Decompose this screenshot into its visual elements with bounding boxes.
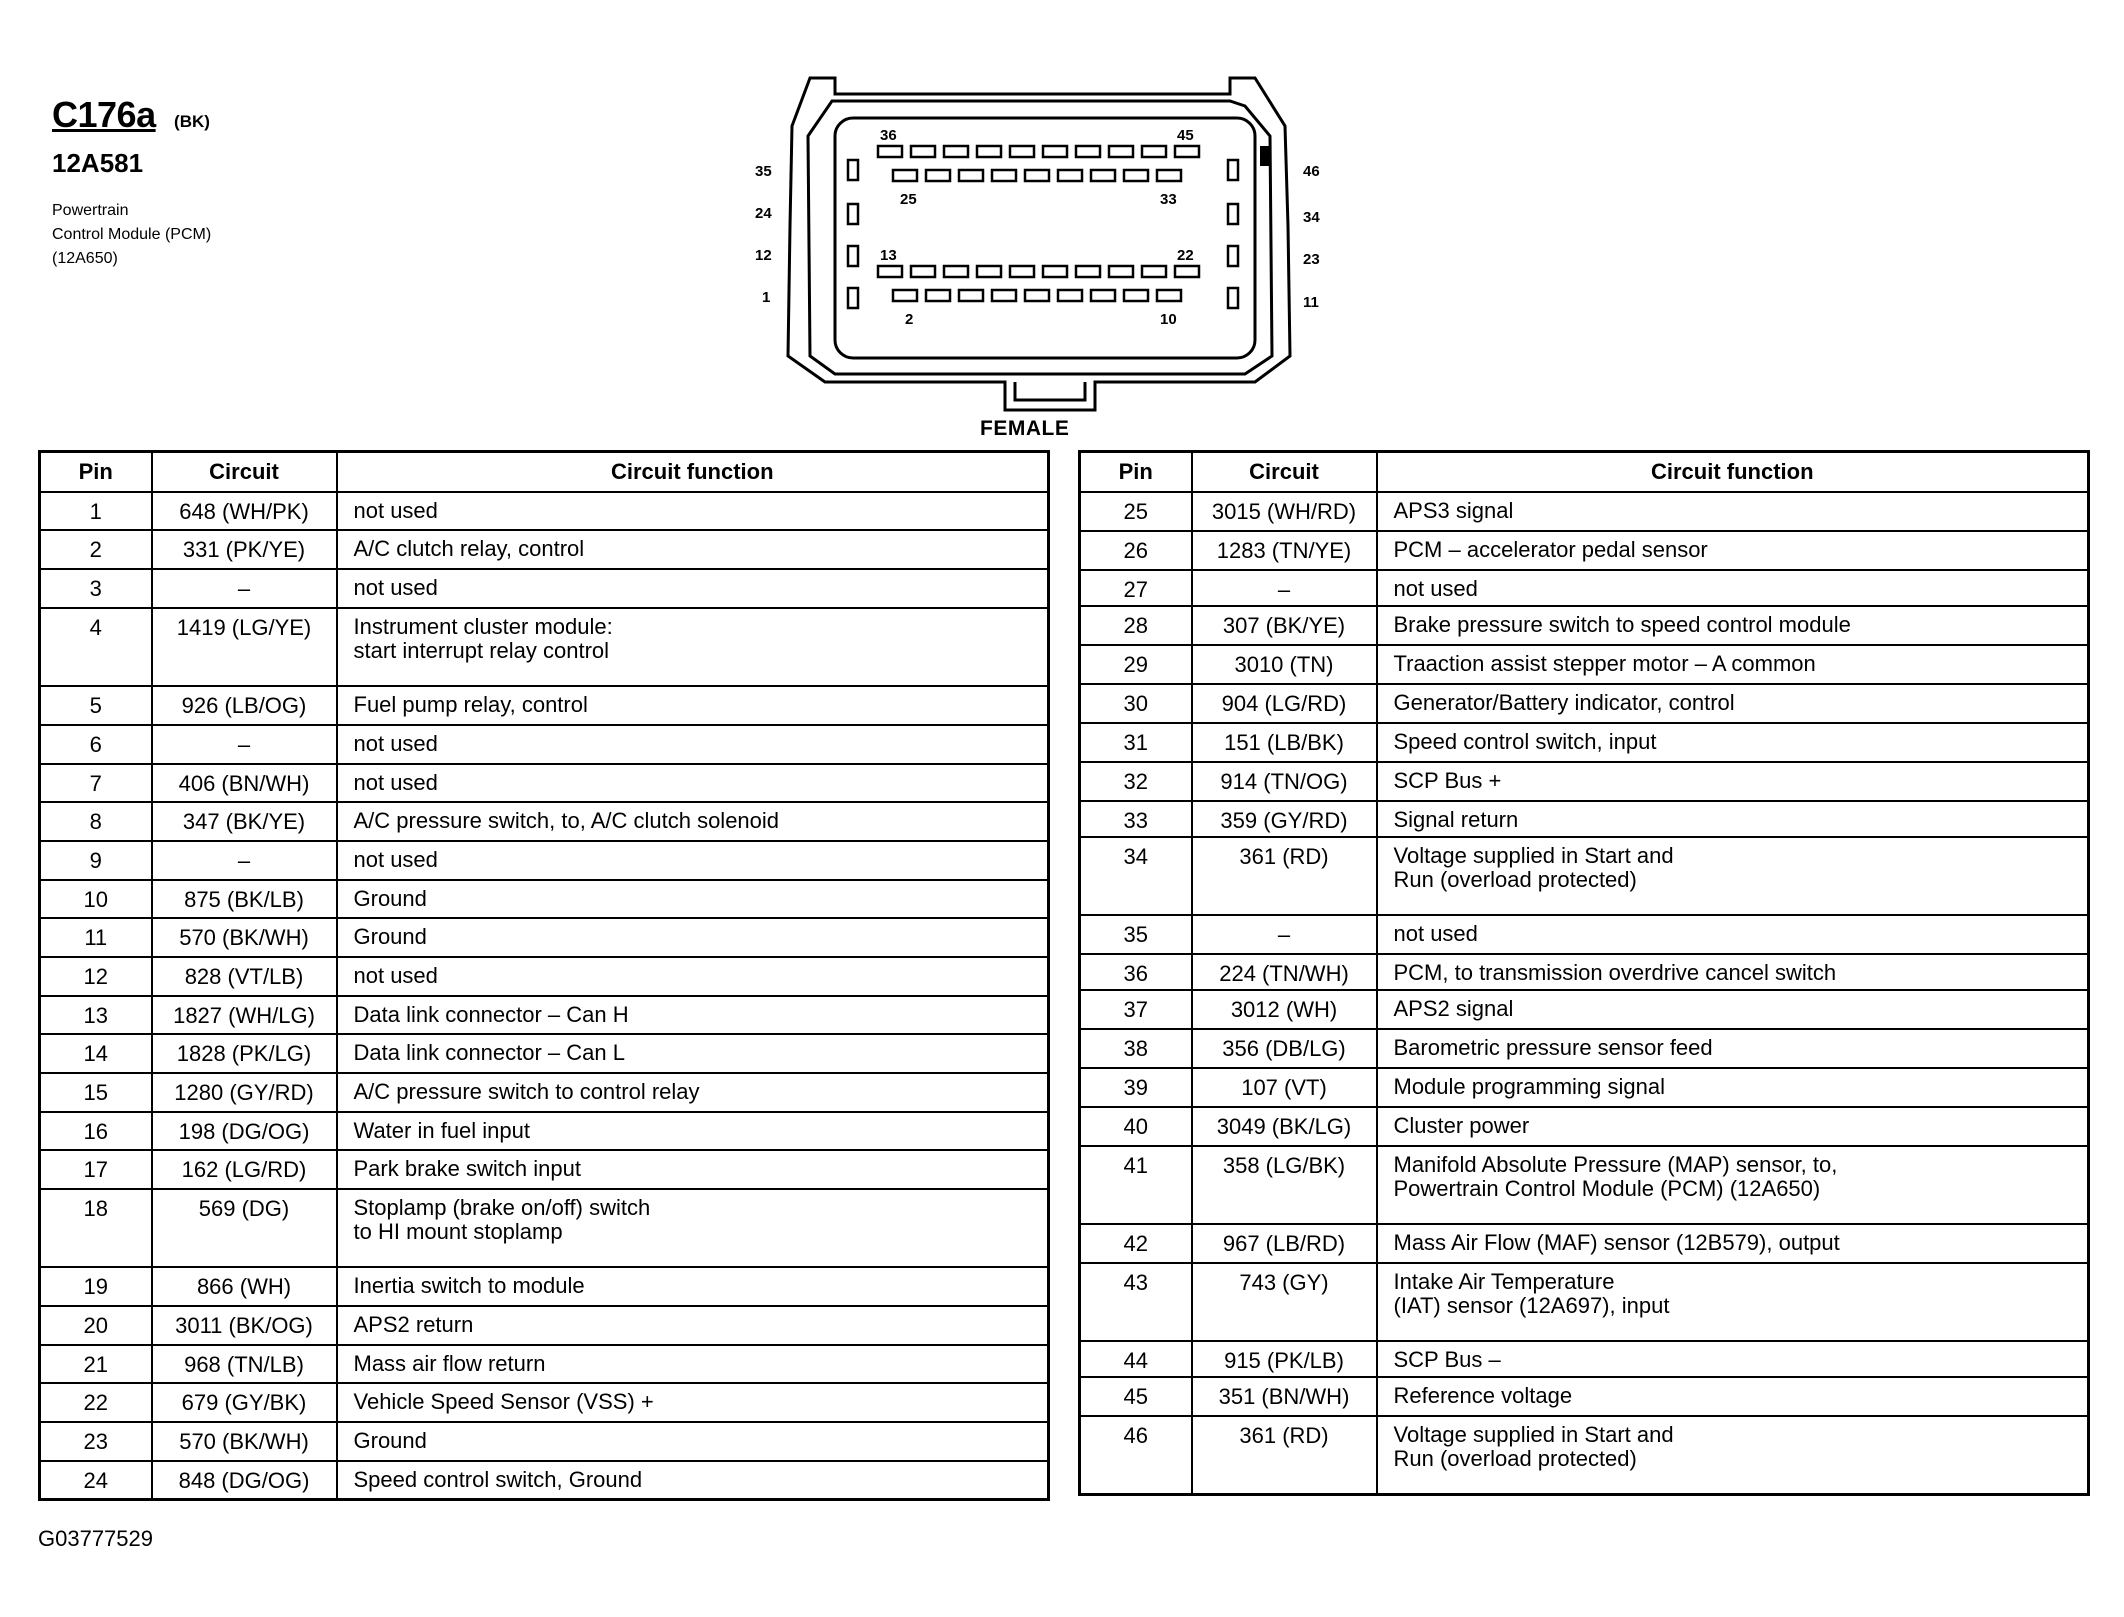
pin-cavity xyxy=(1091,170,1115,181)
circuit-cell: 3010 (TN) xyxy=(1192,645,1377,684)
pin-cell: 45 xyxy=(1080,1377,1192,1416)
pin-cavity xyxy=(893,290,917,301)
pin-cell: 28 xyxy=(1080,606,1192,645)
connector-housing-inner xyxy=(808,101,1272,374)
pin-cell: 8 xyxy=(40,802,152,841)
pin-cell: 14 xyxy=(40,1034,152,1073)
function-cell: Inertia switch to module xyxy=(337,1267,1049,1306)
pin-cavity-side xyxy=(848,246,858,266)
function-cell: not used xyxy=(1377,570,2089,606)
function-cell: Ground xyxy=(337,1422,1049,1461)
circuit-cell: 351 (BN/WH) xyxy=(1192,1377,1377,1416)
pin-cell: 9 xyxy=(40,841,152,880)
pin-cell: 24 xyxy=(40,1461,152,1499)
function-cell: Mass Air Flow (MAF) sensor (12B579), output xyxy=(1377,1224,2089,1263)
pin-cavity xyxy=(1025,170,1049,181)
pin-cavity xyxy=(1076,146,1100,157)
circuit-cell: 198 (DG/OG) xyxy=(152,1112,337,1150)
pin-table-left xyxy=(38,450,1050,1501)
function-cell: not used xyxy=(1377,915,2089,954)
circuit-cell: 3049 (BK/LG) xyxy=(1192,1107,1377,1146)
pin-cell: 39 xyxy=(1080,1068,1192,1107)
pin-cavity xyxy=(1124,290,1148,301)
circuit-cell: 914 (TN/OG) xyxy=(1192,762,1377,801)
pin-number-2: 2 xyxy=(905,311,914,328)
table-row xyxy=(40,918,1049,957)
pin-cell: 25 xyxy=(1080,492,1192,531)
pin-cell: 20 xyxy=(40,1306,152,1345)
pin-cell: 31 xyxy=(1080,723,1192,762)
table-row xyxy=(40,608,1049,686)
circuit-cell: 224 (TN/WH) xyxy=(1192,954,1377,990)
function-cell: Fuel pump relay, control xyxy=(337,686,1049,725)
pin-number-34: 34 xyxy=(1303,209,1320,226)
table-row xyxy=(40,1267,1049,1306)
pin-cavity xyxy=(1091,290,1115,301)
function-cell: Stoplamp (brake on/off) switch to HI mount stoplamp xyxy=(337,1189,1049,1267)
circuit-cell: 648 (WH/PK) xyxy=(152,492,337,530)
function-cell: Data link connector – Can H xyxy=(337,996,1049,1034)
pin-cavity xyxy=(1142,146,1166,157)
pin-cell: 18 xyxy=(40,1189,152,1267)
connector-header xyxy=(52,94,211,271)
pin-cell: 22 xyxy=(40,1383,152,1422)
function-cell: Vehicle Speed Sensor (VSS) + xyxy=(337,1383,1049,1422)
circuit-cell: 356 (DB/LG) xyxy=(1192,1029,1377,1068)
pin-cell: 38 xyxy=(1080,1029,1192,1068)
function-cell: SCP Bus + xyxy=(1377,762,2089,801)
table-row xyxy=(1080,762,2089,801)
function-cell: PCM – accelerator pedal sensor xyxy=(1377,531,2089,570)
circuit-cell: 848 (DG/OG) xyxy=(152,1461,337,1499)
pin-cell: 6 xyxy=(40,725,152,764)
pin-cavity-side xyxy=(848,288,858,308)
pin-cell: 15 xyxy=(40,1073,152,1112)
function-cell: A/C clutch relay, control xyxy=(337,530,1049,569)
connector-face-diagram xyxy=(740,66,1340,426)
table-row xyxy=(1080,606,2089,645)
table-row xyxy=(40,569,1049,608)
function-cell: Ground xyxy=(337,918,1049,957)
table-row xyxy=(1080,1341,2089,1377)
pin-cell: 1 xyxy=(40,492,152,530)
circuit-cell: – xyxy=(1192,570,1377,606)
pin-cell: 41 xyxy=(1080,1146,1192,1224)
circuit-cell: 107 (VT) xyxy=(1192,1068,1377,1107)
pin-cell: 13 xyxy=(40,996,152,1034)
table-row xyxy=(1080,954,2089,990)
function-cell: APS3 signal xyxy=(1377,492,2089,531)
function-cell: Speed control switch, input xyxy=(1377,723,2089,762)
table-row xyxy=(40,1383,1049,1422)
table-row xyxy=(40,1461,1049,1499)
function-cell: Barometric pressure sensor feed xyxy=(1377,1029,2089,1068)
pin-cavity xyxy=(1010,146,1034,157)
circuit-cell: 361 (RD) xyxy=(1192,837,1377,915)
pin-cell: 32 xyxy=(1080,762,1192,801)
function-cell: Voltage supplied in Start and Run (overload protected) xyxy=(1377,837,2089,915)
pin-cavity xyxy=(1124,170,1148,181)
table-row xyxy=(1080,837,2089,915)
circuit-cell: 915 (PK/LB) xyxy=(1192,1341,1377,1377)
function-cell: APS2 signal xyxy=(1377,990,2089,1029)
table-row xyxy=(1080,492,2089,531)
circuit-cell: 3015 (WH/RD) xyxy=(1192,492,1377,531)
pin-cavity xyxy=(1025,290,1049,301)
table-row xyxy=(40,1150,1049,1189)
circuit-cell: 743 (GY) xyxy=(1192,1263,1377,1341)
circuit-cell: 968 (TN/LB) xyxy=(152,1345,337,1383)
pin-cavity xyxy=(1142,266,1166,277)
pin-cavity xyxy=(1043,146,1067,157)
pin-cell: 2 xyxy=(40,530,152,569)
function-cell: Module programming signal xyxy=(1377,1068,2089,1107)
table-row xyxy=(40,802,1049,841)
table-row xyxy=(1080,1416,2089,1494)
pin-cell: 27 xyxy=(1080,570,1192,606)
circuit-cell: 347 (BK/YE) xyxy=(152,802,337,841)
table-row xyxy=(1080,1107,2089,1146)
pin-number-36: 36 xyxy=(880,127,897,144)
table-row xyxy=(40,1189,1049,1267)
pin-cavity-side xyxy=(1228,246,1238,266)
circuit-cell: 162 (LG/RD) xyxy=(152,1150,337,1189)
pin-number-45: 45 xyxy=(1177,127,1194,144)
pin-number-24: 24 xyxy=(755,205,772,222)
table-row xyxy=(40,530,1049,569)
circuit-cell: 151 (LB/BK) xyxy=(1192,723,1377,762)
table-row xyxy=(1080,723,2089,762)
pin-number-1: 1 xyxy=(762,289,771,306)
pin-cell: 11 xyxy=(40,918,152,957)
pin-cell: 43 xyxy=(1080,1263,1192,1341)
function-cell: Park brake switch input xyxy=(337,1150,1049,1189)
pin-cavity xyxy=(911,146,935,157)
pin-cell: 12 xyxy=(40,957,152,996)
pin-cell: 30 xyxy=(1080,684,1192,723)
pin-cavity xyxy=(1058,290,1082,301)
pin-number-10: 10 xyxy=(1160,311,1177,328)
circuit-cell: 1828 (PK/LG) xyxy=(152,1034,337,1073)
header-circuit-function: Circuit function xyxy=(1377,452,2089,493)
pin-cavity xyxy=(959,290,983,301)
pin-cell: 33 xyxy=(1080,801,1192,837)
table-row xyxy=(40,996,1049,1034)
table-row xyxy=(40,1345,1049,1383)
circuit-cell: 926 (LB/OG) xyxy=(152,686,337,725)
table-row xyxy=(40,725,1049,764)
table-row xyxy=(1080,801,2089,837)
function-cell: Generator/Battery indicator, control xyxy=(1377,684,2089,723)
pin-number-25: 25 xyxy=(900,191,917,208)
pin-cell: 29 xyxy=(1080,645,1192,684)
pin-cavity xyxy=(1157,290,1181,301)
pin-cavity xyxy=(944,266,968,277)
table-row xyxy=(40,1306,1049,1345)
circuit-cell: 570 (BK/WH) xyxy=(152,1422,337,1461)
table-header-row xyxy=(1080,452,2089,493)
function-cell: A/C pressure switch to control relay xyxy=(337,1073,1049,1112)
pin-cavity xyxy=(992,170,1016,181)
table-row xyxy=(1080,1224,2089,1263)
function-cell: Intake Air Temperature (IAT) sensor (12A697), input xyxy=(1377,1263,2089,1341)
table-row xyxy=(1080,990,2089,1029)
table-row xyxy=(40,841,1049,880)
pin-cell: 10 xyxy=(40,880,152,918)
table-row xyxy=(1080,645,2089,684)
pin-number-22: 22 xyxy=(1177,247,1194,264)
pin-number-12: 12 xyxy=(755,247,772,264)
table-row xyxy=(40,492,1049,530)
pin-cavity xyxy=(1175,146,1199,157)
function-cell: not used xyxy=(337,764,1049,802)
pin-cavity-side xyxy=(1228,288,1238,308)
function-cell: A/C pressure switch, to, A/C clutch solenoid xyxy=(337,802,1049,841)
table-row xyxy=(1080,1263,2089,1341)
pin-cavity xyxy=(1109,266,1133,277)
pin-cell: 17 xyxy=(40,1150,152,1189)
pin-cavity xyxy=(959,170,983,181)
function-cell: not used xyxy=(337,569,1049,608)
table-row xyxy=(1080,1377,2089,1416)
pin-number-33: 33 xyxy=(1160,191,1177,208)
function-cell: Traaction assist stepper motor – A common xyxy=(1377,645,2089,684)
pin-cell: 26 xyxy=(1080,531,1192,570)
table-row xyxy=(40,1034,1049,1073)
table-row xyxy=(40,1112,1049,1150)
pin-number-46: 46 xyxy=(1303,163,1320,180)
circuit-cell: 679 (GY/BK) xyxy=(152,1383,337,1422)
table-row xyxy=(40,1422,1049,1461)
circuit-cell: 1283 (TN/YE) xyxy=(1192,531,1377,570)
function-cell: Data link connector – Can L xyxy=(337,1034,1049,1073)
connector-side-tab xyxy=(1260,146,1270,166)
pin-cell: 7 xyxy=(40,764,152,802)
circuit-cell: – xyxy=(152,569,337,608)
circuit-cell: 875 (BK/LB) xyxy=(152,880,337,918)
table-row xyxy=(1080,915,2089,954)
table-row xyxy=(1080,684,2089,723)
circuit-cell: 331 (PK/YE) xyxy=(152,530,337,569)
table-row xyxy=(40,957,1049,996)
circuit-cell: 570 (BK/WH) xyxy=(152,918,337,957)
function-cell: Speed control switch, Ground xyxy=(337,1461,1049,1499)
function-cell: Reference voltage xyxy=(1377,1377,2089,1416)
pin-cavity-side xyxy=(1228,160,1238,180)
pin-cavity-side xyxy=(848,160,858,180)
pin-cell: 36 xyxy=(1080,954,1192,990)
pin-cavity xyxy=(1157,170,1181,181)
table-row xyxy=(40,686,1049,725)
pin-cell: 35 xyxy=(1080,915,1192,954)
table-row xyxy=(40,764,1049,802)
pin-cell: 42 xyxy=(1080,1224,1192,1263)
pin-number-13: 13 xyxy=(880,247,897,264)
circuit-cell: – xyxy=(1192,915,1377,954)
pin-cavity xyxy=(1175,266,1199,277)
pin-cavity xyxy=(1010,266,1034,277)
function-cell: Instrument cluster module: start interrupt relay control xyxy=(337,608,1049,686)
function-cell: not used xyxy=(337,492,1049,530)
pin-cavity xyxy=(926,290,950,301)
circuit-cell: 828 (VT/LB) xyxy=(152,957,337,996)
pin-cell: 19 xyxy=(40,1267,152,1306)
circuit-cell: 307 (BK/YE) xyxy=(1192,606,1377,645)
pin-cell: 46 xyxy=(1080,1416,1192,1494)
pin-cavity xyxy=(977,266,1001,277)
function-cell: Water in fuel input xyxy=(337,1112,1049,1150)
pin-cavity xyxy=(878,146,902,157)
circuit-cell: 359 (GY/RD) xyxy=(1192,801,1377,837)
pin-cell: 16 xyxy=(40,1112,152,1150)
table-row xyxy=(1080,1068,2089,1107)
table-row xyxy=(1080,1029,2089,1068)
pin-cavity xyxy=(893,170,917,181)
pin-cavity xyxy=(1109,146,1133,157)
pin-cavity xyxy=(1076,266,1100,277)
circuit-cell: 3012 (WH) xyxy=(1192,990,1377,1029)
circuit-cell: 361 (RD) xyxy=(1192,1416,1377,1494)
circuit-cell: 1419 (LG/YE) xyxy=(152,608,337,686)
circuit-cell: 1280 (GY/RD) xyxy=(152,1073,337,1112)
pin-number-35: 35 xyxy=(755,163,772,180)
table-row xyxy=(1080,570,2089,606)
function-cell: Cluster power xyxy=(1377,1107,2089,1146)
circuit-cell: 569 (DG) xyxy=(152,1189,337,1267)
function-cell: not used xyxy=(337,725,1049,764)
function-cell: not used xyxy=(337,841,1049,880)
pin-cell: 37 xyxy=(1080,990,1192,1029)
table-row xyxy=(1080,531,2089,570)
circuit-cell: 1827 (WH/LG) xyxy=(152,996,337,1034)
pin-cavity-window xyxy=(835,118,1255,358)
pin-cavity xyxy=(992,290,1016,301)
function-cell: not used xyxy=(337,957,1049,996)
function-cell: PCM, to transmission overdrive cancel switch xyxy=(1377,954,2089,990)
circuit-cell: – xyxy=(152,841,337,880)
pin-cavity xyxy=(977,146,1001,157)
function-cell: Voltage supplied in Start and Run (overload protected) xyxy=(1377,1416,2089,1494)
function-cell: Signal return xyxy=(1377,801,2089,837)
connector-housing-outline xyxy=(788,78,1290,410)
table-header-row xyxy=(40,452,1049,493)
header-circuit-function: Circuit function xyxy=(337,452,1049,493)
pin-number-11: 11 xyxy=(1303,294,1319,311)
circuit-cell: 904 (LG/RD) xyxy=(1192,684,1377,723)
function-cell: Ground xyxy=(337,880,1049,918)
pin-cell: 34 xyxy=(1080,837,1192,915)
figure-id: G03777529 xyxy=(38,1526,153,1551)
pin-cavity xyxy=(1043,266,1067,277)
pin-cavity xyxy=(911,266,935,277)
pin-cell: 4 xyxy=(40,608,152,686)
connector-latch xyxy=(1015,382,1085,400)
table-row xyxy=(40,1073,1049,1112)
circuit-cell: 406 (BN/WH) xyxy=(152,764,337,802)
pin-cell: 23 xyxy=(40,1422,152,1461)
pin-cell: 44 xyxy=(1080,1341,1192,1377)
header-pin: Pin xyxy=(40,452,152,493)
pin-cell: 5 xyxy=(40,686,152,725)
pin-cell: 40 xyxy=(1080,1107,1192,1146)
function-cell: Mass air flow return xyxy=(337,1345,1049,1383)
function-cell: Brake pressure switch to speed control module xyxy=(1377,606,2089,645)
circuit-cell: – xyxy=(152,725,337,764)
pin-cavity xyxy=(944,146,968,157)
pin-number-23: 23 xyxy=(1303,251,1320,268)
pin-cavity xyxy=(926,170,950,181)
function-cell: Manifold Absolute Pressure (MAP) sensor, to, Powertrain Control Module (PCM) (12A650) xyxy=(1377,1146,2089,1224)
pin-cell: 3 xyxy=(40,569,152,608)
circuit-cell: 358 (LG/BK) xyxy=(1192,1146,1377,1224)
function-cell: APS2 return xyxy=(337,1306,1049,1345)
connector-color: (BK) xyxy=(174,112,210,131)
table-row xyxy=(40,880,1049,918)
table-row xyxy=(1080,1146,2089,1224)
header-circuit: Circuit xyxy=(152,452,337,493)
header-circuit: Circuit xyxy=(1192,452,1377,493)
module-description: Powertrain Control Module (PCM) (12A650) xyxy=(52,202,212,267)
circuit-cell: 3011 (BK/OG) xyxy=(152,1306,337,1345)
circuit-cell: 967 (LB/RD) xyxy=(1192,1224,1377,1263)
header-pin: Pin xyxy=(1080,452,1192,493)
pin-table-right xyxy=(1078,450,2090,1496)
pin-cavity-side xyxy=(1228,204,1238,224)
circuit-cell: 866 (WH) xyxy=(152,1267,337,1306)
connector-id: C176a xyxy=(52,94,156,135)
part-number: 12A581 xyxy=(52,148,144,178)
pin-cavity-side xyxy=(848,204,858,224)
pin-cavity xyxy=(1058,170,1082,181)
pin-cell: 21 xyxy=(40,1345,152,1383)
connector-gender-label: FEMALE xyxy=(980,417,1070,440)
function-cell: SCP Bus – xyxy=(1377,1341,2089,1377)
pin-cavity xyxy=(878,266,902,277)
